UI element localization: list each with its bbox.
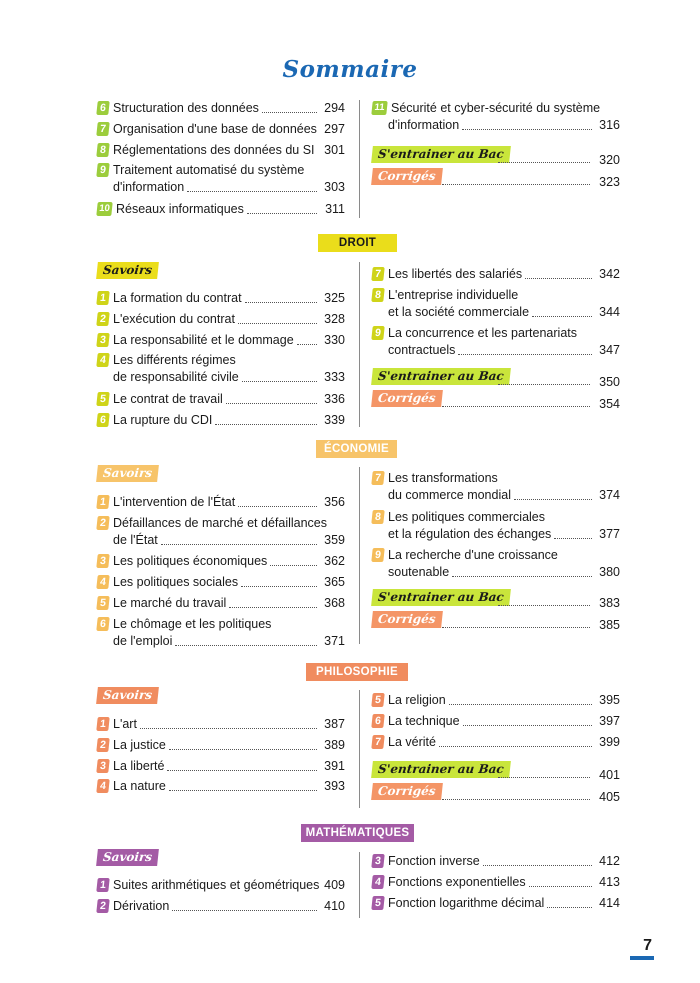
chapter-page-number: 380 [599, 565, 620, 579]
chapter-title-continued: d'information [388, 118, 460, 132]
chapter-title: Les différents régimes [113, 353, 236, 368]
chapter-title: Fonction inverse [388, 854, 480, 868]
dot-leader [238, 323, 317, 324]
dot-leader [529, 886, 592, 887]
chapter-page-number: 301 [324, 142, 345, 157]
chapter-number-badge: 3 [96, 333, 109, 347]
toc-entry[interactable] [97, 898, 345, 918]
chapter-page-number: 391 [324, 758, 345, 773]
toc-entry[interactable] [372, 509, 620, 547]
chapter-number-badge: 4 [96, 779, 109, 793]
chapter-title: Les transformations [388, 471, 498, 485]
chapter-title: La religion [388, 693, 446, 707]
dot-leader [554, 538, 592, 539]
corriges-leader [442, 406, 590, 407]
chapter-number-badge: 1 [96, 495, 109, 509]
chapter-title: L'entreprise individuelle [388, 287, 519, 302]
chapter-title: Défaillances de marché et défaillances [113, 515, 328, 530]
toc-entry[interactable] [372, 734, 620, 754]
dot-leader [547, 907, 592, 908]
dot-leader [525, 278, 592, 279]
chapter-page-number: 339 [324, 412, 345, 427]
chapter-title: La technique [388, 713, 460, 728]
chapter-title-continued: de l'emploi [113, 633, 173, 648]
chapter-title: La recherche d'une croissance [388, 548, 558, 562]
toc-entry[interactable] [97, 758, 345, 778]
toc-entry[interactable] [372, 287, 620, 325]
chapter-number-badge: 9 [371, 548, 384, 562]
chapter-page-number: 297 [324, 121, 345, 136]
chapter-title: La responsabilité et le dommage [113, 332, 294, 347]
column-divider [359, 690, 360, 808]
chapter-number-badge: 7 [96, 122, 109, 136]
page-number-underline [630, 956, 654, 960]
toc-entry[interactable] [372, 547, 620, 585]
chapter-title-continued: contractuels [388, 343, 456, 358]
corriges-label: Corrigés [371, 390, 442, 407]
page-title: Sommaire [282, 56, 418, 83]
corriges-page: 385 [599, 618, 620, 632]
toc-entry[interactable] [97, 352, 345, 390]
chapter-number-badge: 2 [96, 312, 109, 326]
toc-entry[interactable] [97, 737, 345, 757]
column-divider [359, 852, 360, 918]
toc-entry[interactable] [372, 325, 620, 363]
chapter-number-badge: 3 [96, 759, 109, 773]
chapter-title: Dérivation [113, 898, 170, 913]
chapter-number-badge: 1 [96, 717, 109, 731]
bac-leader [498, 162, 590, 163]
chapter-page-number: 412 [599, 854, 620, 868]
bac-leader [498, 605, 590, 606]
chapter-page-number: 336 [324, 391, 345, 406]
toc-entry[interactable] [97, 142, 345, 162]
toc-entry[interactable] [97, 311, 345, 331]
dot-leader [452, 576, 592, 577]
chapter-number-badge: 7 [371, 735, 384, 749]
chapter-number-badge: 9 [371, 326, 384, 340]
chapter-number-badge: 5 [371, 896, 384, 910]
toc-entry[interactable] [372, 100, 620, 138]
chapter-number-badge: 4 [96, 575, 109, 589]
dot-leader [245, 302, 317, 303]
chapter-title: La rupture du CDI [113, 412, 213, 427]
chapter-title: La vérité [388, 734, 436, 749]
chapter-number-badge: 3 [96, 554, 109, 568]
dot-leader [238, 506, 317, 507]
chapter-page-number: 294 [324, 101, 345, 115]
dot-leader [439, 746, 592, 747]
dot-leader [483, 865, 592, 866]
column-divider [359, 262, 360, 427]
toc-entry[interactable] [97, 877, 345, 897]
chapter-title: Traitement automatisé du système [113, 163, 305, 178]
section-header-maths: MATHÉMATIQUES [301, 824, 414, 842]
dot-leader [226, 403, 317, 404]
chapter-title: Sécurité et cyber-sécurité du système [391, 101, 601, 115]
dot-leader [449, 704, 592, 705]
toc-entry[interactable] [372, 266, 620, 286]
chapter-title-continued: de l'État [113, 532, 158, 547]
bac-row-philosophie[interactable] [372, 761, 620, 783]
dot-leader [247, 213, 317, 214]
chapter-page-number: 359 [324, 532, 345, 547]
chapter-number-badge: 6 [96, 101, 109, 115]
dot-leader [229, 607, 317, 608]
toc-entry[interactable] [97, 515, 345, 553]
dot-leader [215, 424, 317, 425]
section-header-philosophie: PHILOSOPHIE [306, 663, 408, 681]
chapter-number-badge: 2 [96, 516, 109, 530]
dot-leader [169, 790, 317, 791]
toc-entry[interactable] [97, 574, 345, 594]
corriges-row-philosophie[interactable] [372, 783, 620, 805]
toc-entry[interactable] [372, 853, 620, 873]
dot-leader [532, 316, 592, 317]
column-divider [359, 100, 360, 218]
savoirs-label-philosophie: Savoirs [96, 687, 159, 704]
dot-leader [463, 725, 592, 726]
bac-row-droit[interactable] [372, 368, 620, 390]
corriges-leader [442, 627, 590, 628]
chapter-number-badge: 8 [371, 288, 384, 302]
section-header-economie: ÉCONOMIE [316, 440, 397, 458]
bac-label: S'entrainer au Bac [371, 589, 510, 606]
toc-entry[interactable] [372, 713, 620, 733]
chapter-number-badge: 1 [96, 878, 109, 892]
savoirs-label-economie: Savoirs [96, 465, 159, 482]
chapter-page-number: 328 [324, 311, 345, 326]
chapter-title: La nature [113, 779, 166, 794]
dot-leader [175, 645, 317, 646]
savoirs-label-droit: Savoirs [96, 262, 159, 279]
chapter-title: Réglementations des données du SI [113, 142, 315, 157]
chapter-page-number: 393 [324, 779, 345, 794]
chapter-number-badge: 5 [371, 693, 384, 707]
chapter-title: Suites arithmétiques et géométriques [113, 878, 320, 892]
chapter-page-number: 303 [324, 180, 345, 195]
chapter-page-number: 387 [324, 717, 345, 731]
chapter-title: Le marché du travail [113, 595, 227, 610]
chapter-number-badge: 3 [371, 854, 384, 868]
chapter-page-number: 347 [599, 343, 620, 358]
corriges-label: Corrigés [371, 611, 442, 628]
chapter-page-number: 414 [599, 895, 620, 910]
chapter-page-number: 325 [324, 291, 345, 305]
chapter-title-continued: et la régulation des échanges [388, 526, 552, 541]
toc-entry[interactable] [97, 391, 345, 411]
chapter-title-continued: du commerce mondial [388, 488, 511, 502]
chapter-number-badge: 4 [371, 875, 384, 889]
corriges-row-droit[interactable] [372, 390, 620, 412]
dot-leader [458, 354, 592, 355]
toc-entry[interactable] [372, 470, 620, 508]
chapter-number-badge: 7 [371, 267, 384, 281]
chapter-page-number: 397 [599, 713, 620, 728]
toc-entry[interactable] [97, 332, 345, 352]
bac-page: 320 [599, 153, 620, 167]
dot-leader [297, 344, 317, 345]
chapter-title: Les politiques sociales [113, 575, 239, 590]
toc-entry[interactable] [97, 162, 345, 200]
toc-entry[interactable] [97, 553, 345, 573]
corriges-row-economie[interactable] [372, 611, 620, 633]
chapter-number-badge: 2 [96, 899, 109, 913]
chapter-page-number: 356 [324, 495, 345, 509]
chapter-number-badge: 9 [96, 163, 109, 177]
chapter-number-badge: 7 [371, 471, 384, 485]
chapter-number-badge: 2 [96, 738, 109, 752]
chapter-number-badge: 5 [96, 596, 109, 610]
chapter-title: La justice [113, 737, 166, 752]
chapter-number-badge: 6 [96, 617, 109, 631]
bac-label: S'entrainer au Bac [371, 368, 510, 385]
chapter-number-badge: 1 [96, 291, 109, 305]
corriges-page: 323 [599, 175, 620, 189]
section-header-droit: DROIT [318, 234, 397, 252]
chapter-number-badge: 10 [96, 202, 112, 216]
dot-leader [161, 544, 317, 545]
toc-entry[interactable] [97, 201, 345, 221]
chapter-title: L'intervention de l'État [113, 495, 236, 509]
chapter-title: Organisation d'une base de données [113, 121, 317, 136]
dot-leader [167, 770, 317, 771]
dot-leader [187, 191, 317, 192]
chapter-number-badge: 6 [371, 714, 384, 728]
chapter-title: La concurrence et les partenariats [388, 326, 577, 341]
toc-entry[interactable] [97, 616, 345, 654]
chapter-number-badge: 8 [371, 510, 384, 524]
dot-leader [169, 749, 317, 750]
chapter-page-number: 389 [324, 737, 345, 752]
dot-leader [514, 499, 592, 500]
toc-entry[interactable] [97, 716, 345, 736]
column-divider [359, 467, 360, 644]
chapter-title: Structuration des données [113, 101, 259, 115]
toc-entry[interactable] [97, 412, 345, 432]
chapter-title-continued: d'information [113, 180, 185, 195]
chapter-number-badge: 4 [96, 353, 109, 367]
chapter-title: L'exécution du contrat [113, 311, 235, 326]
corriges-row-si[interactable] [372, 168, 620, 190]
corriges-leader [442, 799, 590, 800]
dot-leader [140, 728, 317, 729]
chapter-page-number: 333 [324, 370, 345, 385]
chapter-page-number: 371 [324, 633, 345, 648]
chapter-title: L'art [113, 717, 137, 731]
chapter-title: Le chômage et les politiques [113, 616, 272, 631]
chapter-title: Le contrat de travail [113, 391, 223, 406]
corriges-leader [442, 184, 590, 185]
dot-leader [462, 129, 592, 130]
chapter-number-badge: 6 [96, 413, 109, 427]
chapter-page-number: 368 [324, 595, 345, 610]
page-number: 7 [643, 937, 652, 954]
bac-label: S'entrainer au Bac [371, 761, 510, 778]
dot-leader [262, 112, 317, 113]
bac-page: 401 [599, 768, 620, 782]
dot-leader [242, 381, 317, 382]
bac-row-economie[interactable] [372, 589, 620, 611]
chapter-page-number: 342 [599, 267, 620, 281]
chapter-number-badge: 11 [371, 101, 387, 115]
corriges-page: 405 [599, 790, 620, 804]
chapter-page-number: 344 [599, 304, 620, 319]
dot-leader [172, 910, 317, 911]
chapter-title: Réseaux informatiques [116, 201, 244, 216]
bac-page: 383 [599, 596, 620, 610]
chapter-page-number: 410 [324, 898, 345, 913]
chapter-page-number: 395 [599, 693, 620, 707]
toc-entry[interactable] [97, 100, 345, 120]
bac-leader [498, 777, 590, 778]
toc-entry[interactable] [372, 895, 620, 915]
toc-entry[interactable] [97, 121, 345, 141]
savoirs-label-maths: Savoirs [96, 849, 159, 866]
toc-entry[interactable] [372, 692, 620, 712]
bac-page: 350 [599, 375, 620, 389]
chapter-page-number: 409 [324, 878, 345, 892]
corriges-label: Corrigés [371, 783, 442, 800]
chapter-title: La formation du contrat [113, 291, 242, 305]
toc-entry[interactable] [97, 595, 345, 615]
chapter-page-number: 311 [325, 201, 345, 216]
chapter-page-number: 365 [324, 575, 345, 590]
chapter-page-number: 374 [599, 488, 620, 502]
toc-entry[interactable] [97, 778, 345, 798]
chapter-title: Les politiques économiques [113, 554, 268, 569]
chapter-number-badge: 8 [96, 143, 109, 157]
toc-entry[interactable] [372, 874, 620, 894]
chapter-page-number: 316 [599, 118, 620, 132]
toc-entry[interactable] [97, 494, 345, 514]
chapter-title: La liberté [113, 758, 165, 773]
chapter-page-number: 399 [599, 734, 620, 749]
dot-leader [270, 565, 317, 566]
bac-leader [498, 384, 590, 385]
chapter-page-number: 362 [324, 554, 345, 569]
chapter-title-continued: soutenable [388, 565, 450, 579]
chapter-title: Les libertés des salariés [388, 267, 523, 281]
corriges-page: 354 [599, 397, 620, 411]
chapter-number-badge: 5 [96, 392, 109, 406]
chapter-title: Fonctions exponentielles [388, 874, 526, 889]
toc-entry[interactable] [97, 290, 345, 310]
corriges-label: Corrigés [371, 168, 442, 185]
bac-row-si[interactable] [372, 146, 620, 168]
chapter-title-continued: et la société commerciale [388, 304, 530, 319]
bac-label: S'entrainer au Bac [371, 146, 510, 163]
chapter-title: Fonction logarithme décimal [388, 895, 545, 910]
chapter-title: Les politiques commerciales [388, 509, 546, 524]
dot-leader [241, 586, 317, 587]
chapter-page-number: 377 [599, 526, 620, 541]
chapter-page-number: 413 [599, 874, 620, 889]
chapter-title-continued: de responsabilité civile [113, 370, 239, 385]
chapter-page-number: 330 [324, 332, 345, 347]
